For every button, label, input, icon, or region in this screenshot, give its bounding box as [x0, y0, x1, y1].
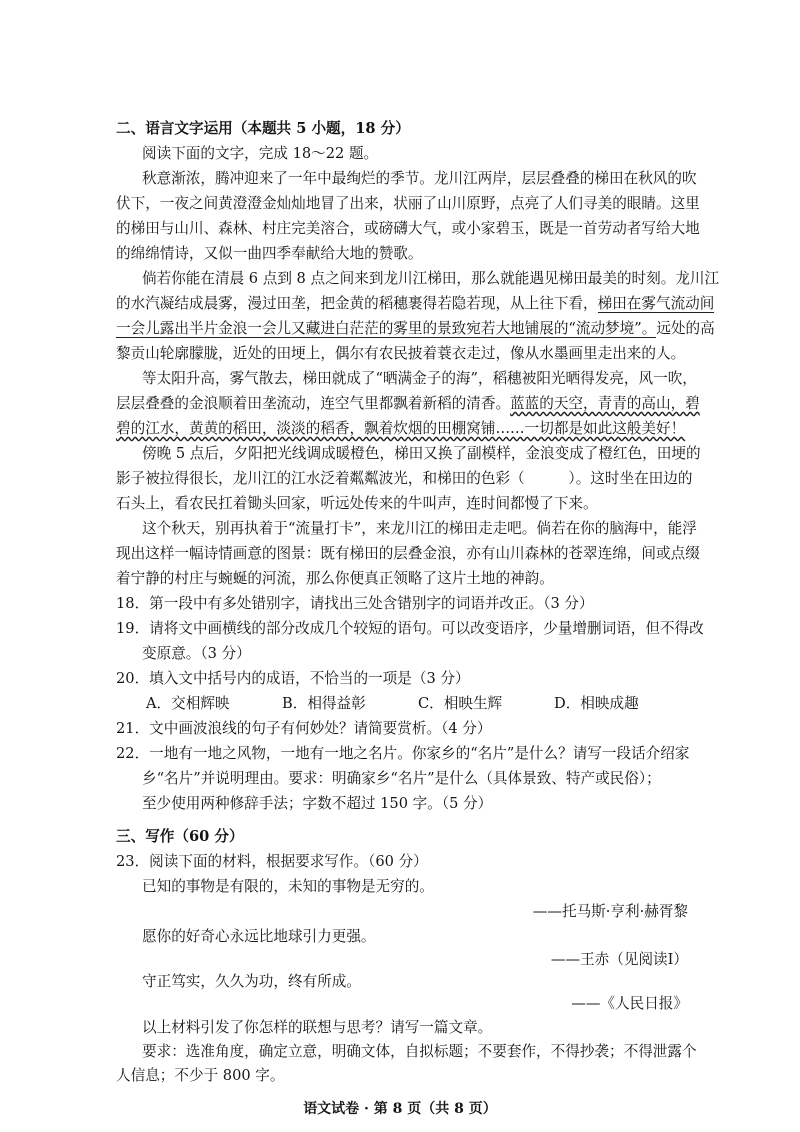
passage-text: 层层叠叠的金浪顺着田垄流动，连空气里都飘着新稻的清香。 — [116, 395, 511, 412]
section-heading-language: 二、语言文字运用（本题共 5 小题，18 分） — [116, 120, 410, 137]
quote-text: 已知的事物是有限的，未知的事物是无穷的。 — [142, 878, 434, 895]
option-c: C．相映生辉 — [418, 695, 503, 712]
option-d: D．相映成趣 — [554, 695, 639, 712]
passage-line: 现出这样一幅诗情画意的图景：既有梯田的层叠金浪，亦有山川森林的苍翠连绵，间或点缀 — [116, 545, 700, 562]
reading-intro: 阅读下面的文字，完成 18～22 题。 — [142, 145, 379, 162]
passage-line: 黎贡山轮廓朦胧，近处的田埂上，偶尔有农民披着蓑衣走过，像从水墨画里走出来的人。 — [116, 345, 686, 362]
question-21: 21．文中画波浪线的句子有何妙处？请简要赏析。（4 分） — [116, 720, 492, 737]
wavy-underlined-sentence: 碧的江水，黄黄的稻田，淡淡的稻香，飘着炊烟的田棚窝铺……一切都是如此这般美好！ — [116, 420, 686, 437]
wavy-underlined-sentence: 蓝蓝的天空，青青的高山，碧 — [510, 395, 700, 412]
question-22-cont: 至少使用两种修辞手法；字数不超过 150 字。（5 分） — [142, 795, 493, 812]
question-19: 19．请将文中画横线的部分改成几个较短的语句。可以改变语序，少量增删词语，但不得改 — [116, 620, 704, 637]
quote-text: 愿你的好奇心永远比地球引力更强。 — [142, 928, 376, 945]
quote-source: ——王赤（见阅读Ⅰ） — [550, 951, 688, 968]
passage-line: 伏下，一夜之间黄澄澄金灿灿地冒了出来，状丽了山川原野，点亮了人们寻美的眼睛。这里 — [116, 195, 700, 212]
writing-requirements-cont: 人信息；不少于 800 字。 — [116, 1067, 285, 1084]
section-heading-writing: 三、写作（60 分） — [116, 828, 244, 845]
page-footer: 语文试卷 · 第 8 页（共 8 页） — [303, 1101, 497, 1117]
passage-line: 秋意渐浓，腾冲迎来了一年中最绚烂的季节。龙川江两岸，层层叠叠的梯田在秋风的吹 — [142, 170, 697, 187]
passage-line: 这个秋天，别再执着于“流量打卡”，来龙川江的梯田走走吧。倘若在你的脑海中，能浮 — [142, 520, 697, 537]
option-a: A．交相辉映 — [146, 695, 230, 712]
writing-requirements: 要求：选准角度，确定立意，明确文体，自拟标题；不要套作，不得抄袭；不得泄露个 — [142, 1043, 697, 1060]
passage-line: 倘若你能在清晨 6 点到 8 点之间来到龙川江梯田，那么就能遇见梯田最美的时刻。龙川江 — [142, 270, 720, 287]
underlined-sentence: 一会儿露出半片金浪一会儿又藏进白茫茫的雾里的景致宛若大地铺展的“流动梦境”。 — [116, 320, 657, 337]
passage-line: 石头上，看农民扛着锄头回家，听远处传来的牛叫声，连时间都慢了下来。 — [116, 495, 598, 512]
passage-line: 着宁静的村庄与蜿蜒的河流，那么你便真正领略了这片土地的神韵。 — [116, 570, 554, 587]
quote-text: 守正笃实，久久为功，终有所成。 — [142, 973, 361, 990]
option-b: B．相得益彰 — [282, 695, 366, 712]
question-20: 20．填入文中括号内的成语，不恰当的一项是（3 分） — [116, 670, 470, 687]
writing-prompt: 以上材料引发了你怎样的联想与思考？请写一篇文章。 — [142, 1019, 493, 1036]
question-22-cont: 乡“名片”并说明理由。要求：明确家乡“名片”是什么（具体景致、特产或民俗）； — [142, 770, 661, 787]
passage-line: 影子被拉得很长，龙川江的江水泛着粼粼波光，和梯田的色彩（ ）。这时坐在田边的 — [116, 470, 693, 487]
passage-text: 的水汽凝结成晨雾，漫过田垄，把金黄的稻穗裹得若隐若现，从上往下看， — [116, 295, 598, 312]
question-23: 23．阅读下面的材料，根据要求写作。（60 分） — [116, 853, 428, 870]
passage-line: 等太阳升高，雾气散去，梯田就成了“晒满金子的海”，稻穗被阳光晒得发亮，风一吹， — [142, 370, 697, 387]
passage-line: 的梯田与山川、森林、村庄完美溶合，或磅礴大气，或小家碧玉，既是一首劳动者写给大地 — [116, 220, 700, 237]
passage-line: 傍晚 5 点后，夕阳把光线调成暖橙色，梯田又换了副模样，金浪变成了橙红色，田埂的 — [142, 445, 701, 462]
passage-line: 的绵绵情诗，又似一曲四季奉献给大地的赞歌。 — [116, 245, 423, 262]
question-19-cont: 变原意。（3 分） — [142, 645, 251, 662]
underlined-sentence: 梯田在雾气流动间 — [597, 295, 715, 312]
question-22: 22．一地有一地之风物，一地有一地之名片。你家乡的“名片”是什么？请写一段话介绍家 — [116, 745, 690, 762]
passage-text: 远处的高 — [656, 320, 715, 337]
quote-source: ——《人民日报》 — [571, 995, 688, 1012]
question-18: 18．第一段中有多处错别字，请找出三处含错别字的词语并改正。（3 分） — [116, 595, 594, 612]
quote-source: ——托马斯·亨利·赫胥黎 — [532, 903, 688, 920]
